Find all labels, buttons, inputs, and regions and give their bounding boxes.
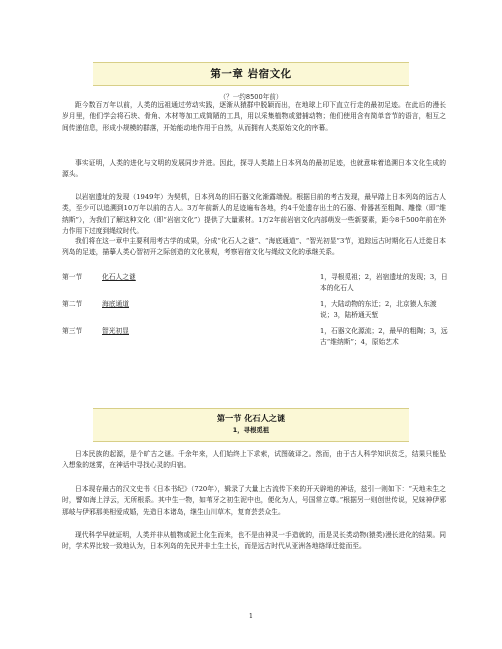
toc-link-dawn-of-wisdom[interactable]: 智光初显	[102, 327, 130, 335]
toc-section-number: 第一节	[62, 273, 83, 281]
chapter-paragraph: 我们将在这一章中主要利用考古学的成果，分成“化石人之谜”、“海底通道”、“智光初显”3节，追踪远古时期化石人迁徙日本列岛的足迹，描摹人类心智初开之际创造的文化景观，考察岩宿文化与绳纹文化的承继关系。	[62, 237, 446, 257]
section-title-banner	[93, 408, 409, 442]
section-subtitle: 1，寻根觅祖	[232, 426, 270, 434]
toc-section-number: 第三节	[62, 327, 83, 335]
chapter-paragraph: 距今数百万年以前，人类的远祖通过劳动实践，逐渐从猿群中脱颖而出，在地球上印下直立行走的最初足迹。在此后的漫长岁月里，他们学会将石块、骨角、木材等加工成简陋的工具，用以采集植物或猎捕动物；他们使用含有简单音节的语言，相互之间传递信息，形成小规模的群落，开始能动地作用于自然，从而拥有人类原始文化的序幕。	[62, 101, 446, 132]
chapter-title: 第一章 岩宿文化	[210, 68, 292, 80]
chapter-subtitle: （？一约8500年前）	[219, 93, 283, 101]
toc-section-number: 第二节	[62, 300, 83, 308]
toc-description: 1，大陆动物的东迁；2，北京猿人东渡说；3，陆桥通天堑	[320, 300, 437, 320]
toc-link-undersea-passage[interactable]: 海底通道	[102, 300, 130, 308]
toc-description: 1，石器文化源流；2，最早的粗陶；3，远古“维纳斯”；4，原始艺术	[320, 327, 448, 347]
chapter-paragraph: 事实证明，人类的进化与文明的发展同步并进。因此，探寻人类踏上日本列岛的最初足迹，也就意味着追溯日本文化生成的源头。	[62, 159, 446, 179]
section-title: 第一节 化石人之谜	[216, 413, 286, 423]
chapter-title-banner	[93, 62, 409, 86]
toc-link-fossil-man[interactable]: 化石人之谜	[102, 273, 136, 281]
toc-description: 1，寻根觅祖；2，岩宿遗址的发现；3，日本的化石人	[320, 273, 448, 293]
page-number: 1	[248, 612, 254, 620]
section-paragraph: 现代科学早就证明，人类并非从植物或泥土化生而来，也不是由神灵一手造就的，而是灵长类动物(猿类)漫长进化的结果。同时，学术界比较一致地认为，日本列岛的先民并非土生土长，而是远古时代从亚洲各地络绎迁徙而至。	[62, 531, 446, 551]
chapter-paragraph: 以岩宿遗址的发现（1949年）为契机，日本列岛的旧石器文化渐露端倪。根据目前的考古发现，最早踏上日本列岛的远古人类，至少可以追溯到10万年以前的古人。3万年前新人的足迹遍布各地，约4千处遗存出土的石器、骨器甚至粗陶、雕像（即“维纳斯”），为我们了解这种文化（即“岩宿文化”）提供了大量素材。1万2年前岩宿文化内部萌发一些新要素，距今8千500年前在外力作用下过度到绳纹时代。	[62, 193, 446, 236]
section-paragraph: 日本民族的起源，是个旷古之谜。千余年来，人们始终上下求索，试图破译之。然而，由于古人科学知识贫乏，结果只能坠入想象的迷雾，在神话中寻找心灵的归宿。	[62, 450, 446, 470]
section-paragraph: 日本现存最古的汉文史书《日本书纪》（720年），辑录了大量上古流传下来的开天辟地的神话，兹引一则如下：“天地未生之时，譬如海上浮云，无所根系。其中生一物，如苇牙之初生泥中也，便化为人，号国常立尊。”根据另一则创世传说，兄妹神伊邪那岐与伊邪那美相爱成婚，先造日本诸岛，继生山川草木，复育芸芸众生。	[62, 485, 446, 516]
